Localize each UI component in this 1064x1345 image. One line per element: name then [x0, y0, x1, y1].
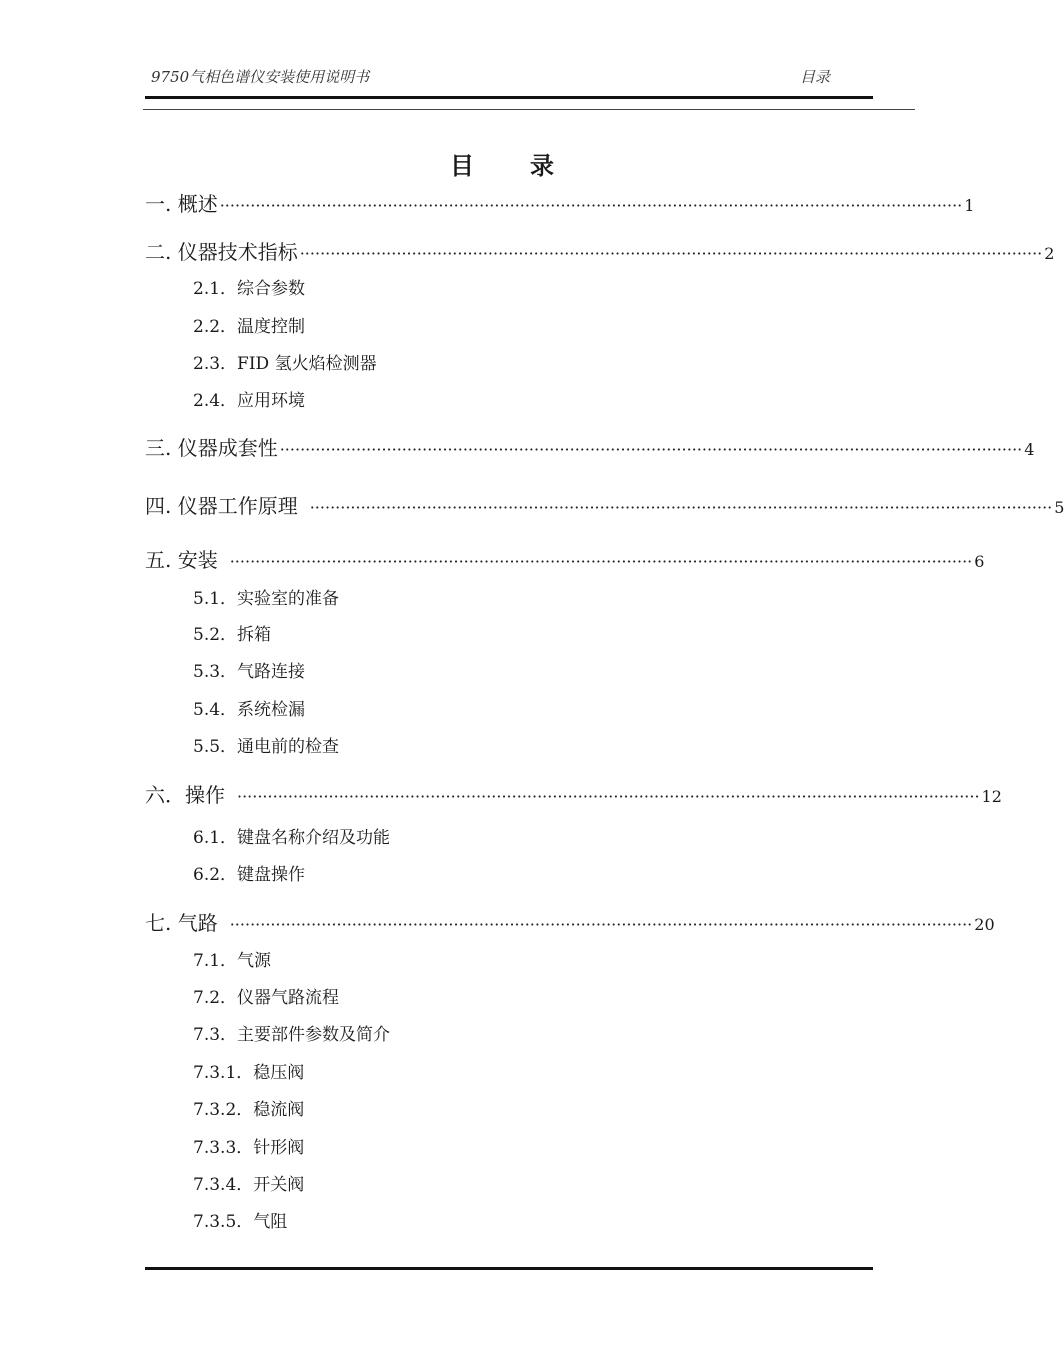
toc-page-number: 12	[981, 787, 1002, 806]
toc-subsubentry[interactable]: 7.3.1．稳压阀	[193, 1063, 305, 1083]
toc-subsubentry[interactable]: 7.3.5．气阻	[193, 1212, 288, 1232]
toc-subsubentry[interactable]: 7.3.2．稳流阀	[193, 1100, 305, 1120]
toc-entry-ch7[interactable]	[145, 907, 995, 935]
toc-subentry[interactable]: 6.2．键盘操作	[193, 865, 306, 885]
toc-page-number: 1	[964, 196, 975, 215]
dot-leader: ··················································································································································	[229, 552, 973, 571]
toc-subentry[interactable]: 7.2．仪器气路流程	[193, 988, 340, 1008]
toc-page-number: 5	[1054, 498, 1064, 517]
toc-subentry[interactable]: 7.1．气源	[193, 951, 272, 971]
toc-subentry[interactable]: 5.2．拆箱	[193, 625, 272, 645]
dot-leader: ··················································································································································	[299, 244, 1043, 263]
toc-subentry[interactable]: 5.4．系统检漏	[193, 700, 306, 720]
toc-subentry[interactable]: 2.1．综合参数	[193, 279, 306, 299]
toc-entry-title: 一. 概述	[145, 192, 218, 216]
header-rule	[145, 96, 873, 99]
dot-leader: ··················································································································································	[279, 440, 1023, 459]
dot-leader: ··················································································································································	[237, 787, 980, 806]
toc-page-number: 4	[1024, 440, 1035, 459]
toc-entry-title: 五. 安装	[145, 548, 218, 572]
toc-page-number: 20	[974, 915, 995, 934]
toc-entry-ch4[interactable]	[145, 490, 1064, 518]
toc-subentry[interactable]: 2.2．温度控制	[193, 317, 306, 337]
toc-page-number: 6	[974, 552, 985, 571]
toc-entry-ch6[interactable]	[145, 779, 1002, 807]
toc-subentry[interactable]: 7.3．主要部件参数及简介	[193, 1025, 391, 1045]
toc-entry-title: 四. 仪器工作原理	[145, 494, 298, 518]
toc-page-number: 2	[1044, 244, 1055, 263]
toc-subsubentry[interactable]: 7.3.3．针形阀	[193, 1138, 305, 1158]
toc-entry-ch5[interactable]	[145, 544, 985, 572]
toc-entry-ch3[interactable]	[145, 432, 1035, 460]
header-document-title: 9750气相色谱仪安装使用说明书	[151, 68, 370, 86]
toc-subentry[interactable]: 5.3．气路连接	[193, 662, 306, 682]
toc-subentry[interactable]: 6.1．键盘名称介绍及功能	[193, 828, 391, 848]
toc-subentry[interactable]: 5.1．实验室的准备	[193, 589, 340, 609]
toc-subentry[interactable]: 2.4．应用环境	[193, 391, 306, 411]
footer-rule	[145, 1267, 873, 1270]
toc-subentry[interactable]: 2.3．FID 氢火焰检测器	[193, 354, 377, 374]
toc-entry-title: 七. 气路	[145, 911, 218, 935]
header-section-name: 目录	[799, 68, 830, 86]
page-title: 目录	[450, 151, 610, 180]
toc-entry-title: 六．操作	[145, 783, 225, 807]
toc-entry-ch1[interactable]	[145, 188, 975, 216]
page-header	[145, 66, 872, 90]
dot-leader: ··················································································································································	[309, 498, 1053, 517]
toc-entry-title: 二. 仪器技术指标	[145, 240, 298, 264]
toc-subentry[interactable]: 5.5．通电前的检查	[193, 737, 340, 757]
header-thin-rule	[143, 109, 915, 110]
toc-subsubentry[interactable]: 7.3.4．开关阀	[193, 1175, 305, 1195]
toc-entry-ch2[interactable]	[145, 236, 1055, 264]
dot-leader: ··················································································································································	[219, 196, 963, 215]
toc-entry-title: 三. 仪器成套性	[145, 436, 278, 460]
dot-leader: ··················································································································································	[229, 915, 973, 934]
